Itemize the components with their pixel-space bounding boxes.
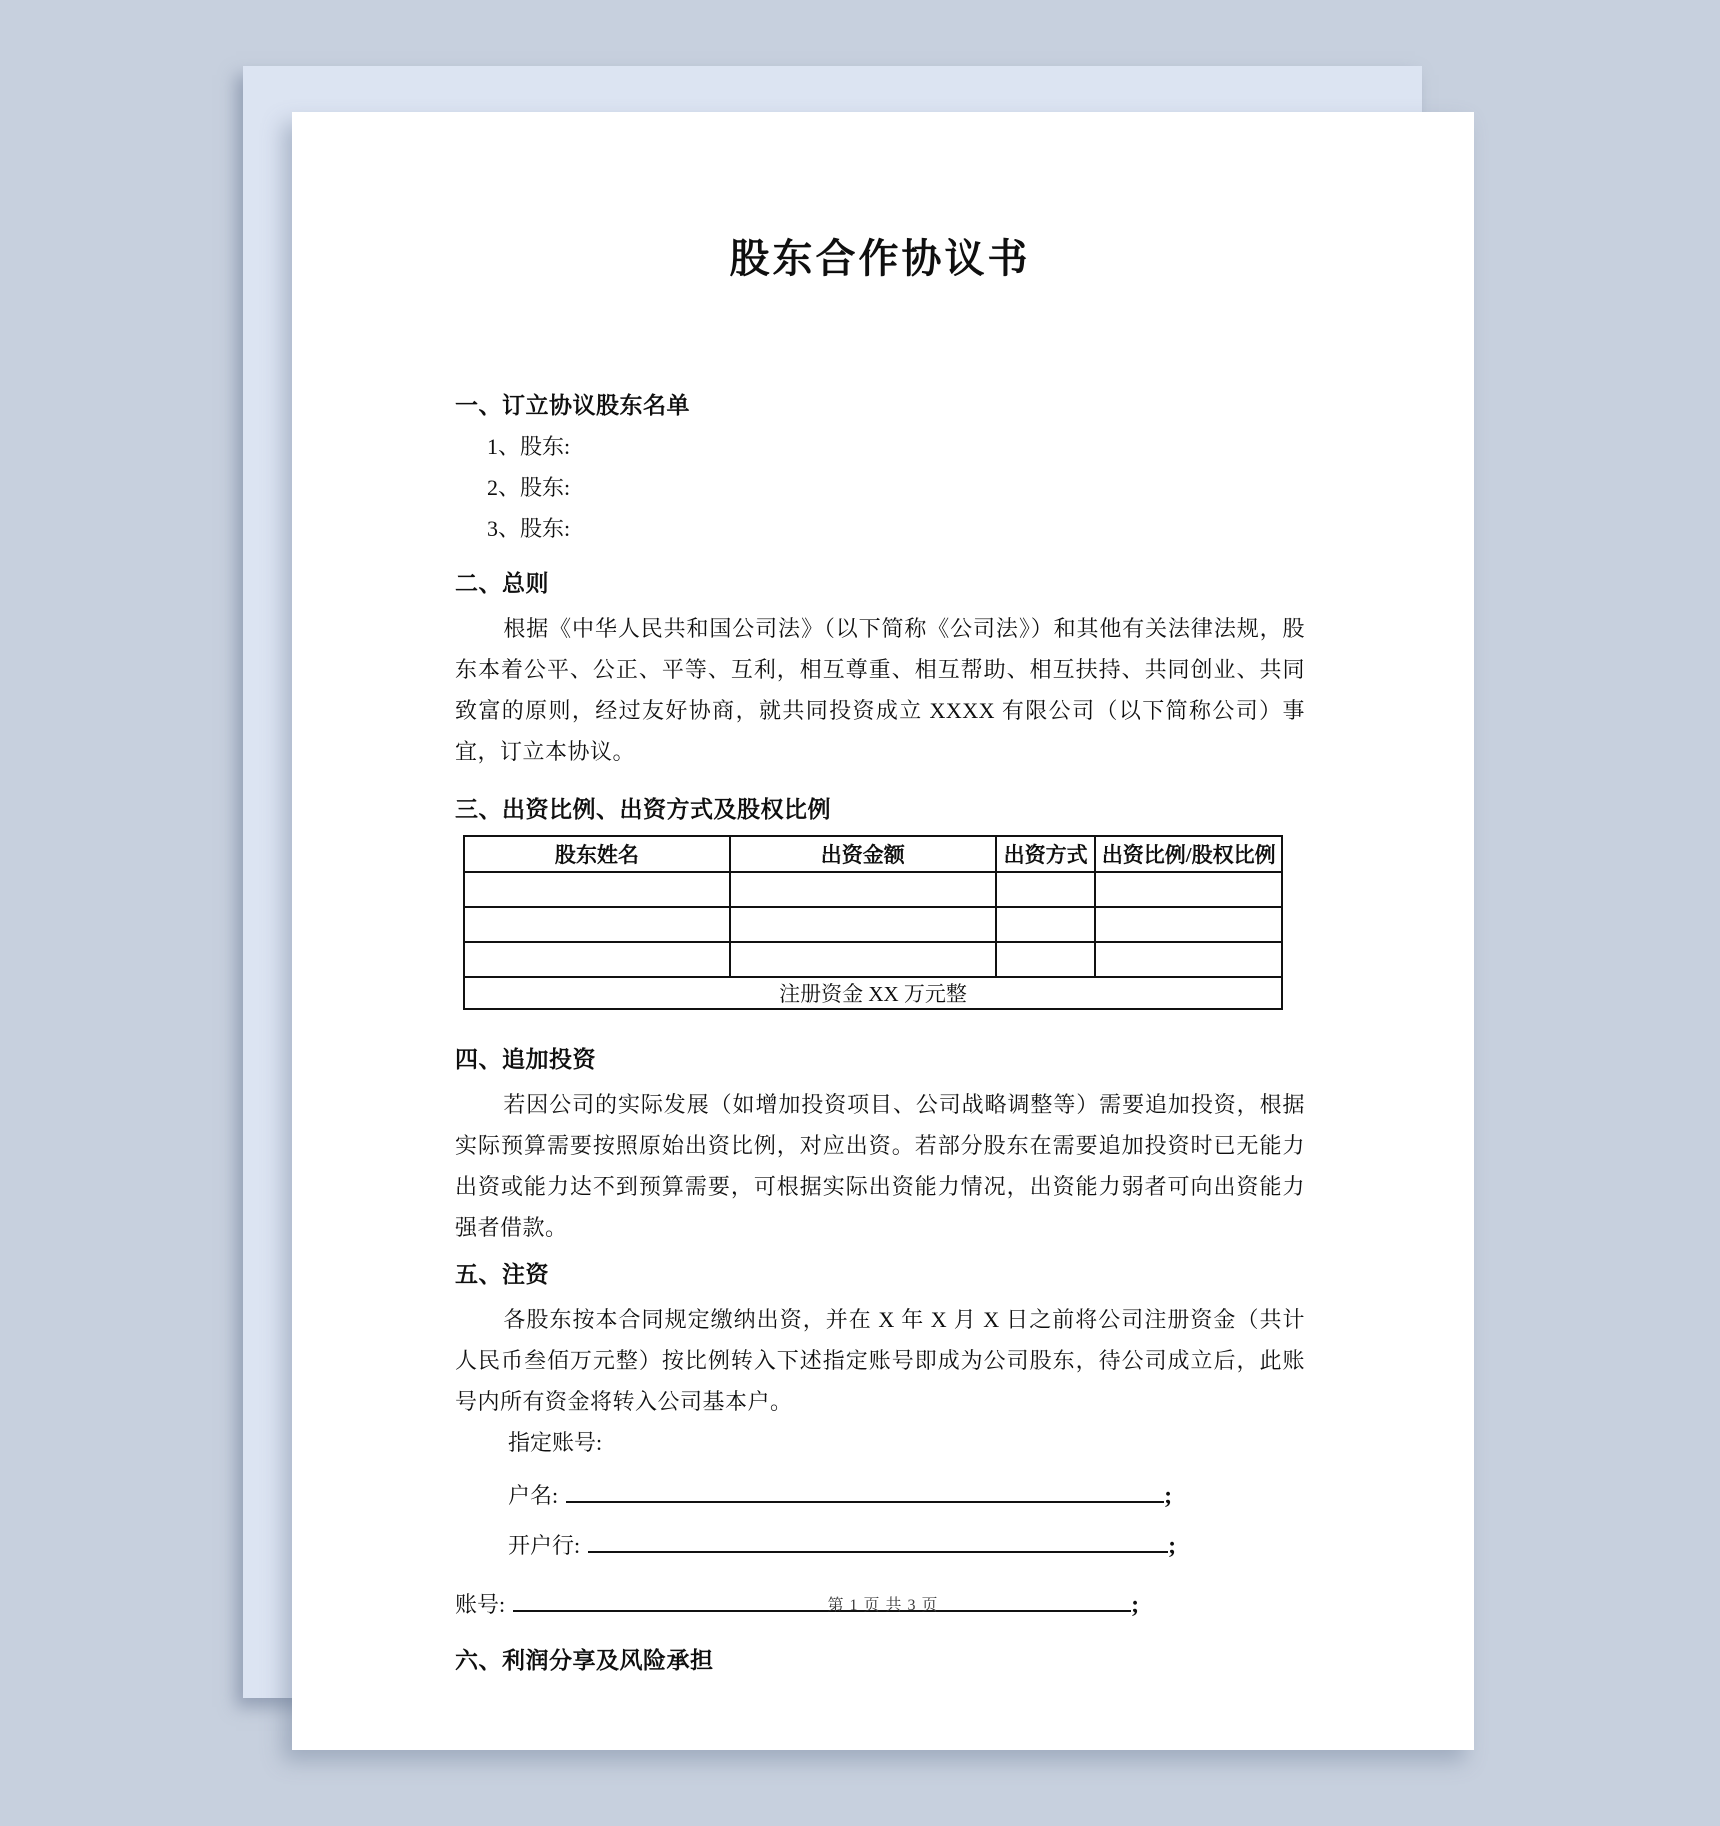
section-4-heading: 四、追加投资: [455, 1047, 596, 1072]
bank-branch-row: [455, 1521, 1305, 1567]
section-3-heading: 三、出资比例、出资方式及股权比例: [455, 797, 831, 822]
account-number-label: 账号:: [455, 1592, 506, 1617]
table-cell: [1095, 942, 1282, 977]
table-header-row: [464, 836, 1282, 872]
col-header-equity-ratio: 出资比例/股权比例: [1095, 836, 1282, 872]
section-4-paragraph: 若因公司的实际发展（如增加投资项目、公司战略调整等）需要追加投资，根据实际预算需要按照原始出资比例，对应出资。若部分股东在需要追加投资时已无能力出资或能力达不到预算需要，可根据实际出资能力情况，出资能力弱者可向出资能力强者借款。: [455, 1092, 1305, 1240]
table-cell: [996, 942, 1096, 977]
col-header-shareholder-name: 股东姓名: [464, 836, 730, 872]
col-header-contribution-amount: 出资金额: [730, 836, 996, 872]
section-5-heading: 五、注资: [455, 1262, 549, 1287]
table-cell: [464, 872, 730, 907]
semicolon: ;: [1164, 1483, 1173, 1509]
bank-branch-label: 开户行:: [508, 1533, 581, 1558]
table-cell: [464, 907, 730, 942]
shareholder-item-3: 3、股东:: [487, 516, 571, 541]
section-2-paragraph: 根据《中华人民共和国公司法》（以下简称《公司法》）和其他有关法律法规，股东本着公平、公正、平等、互利，相互尊重、相互帮助、相互扶持、共同创业、共同致富的原则，经过友好协商，就共同投资成立 XXXX 有限公司（以下简称公司）事宜，订立本协议。: [455, 616, 1305, 764]
table-cell: [730, 872, 996, 907]
table-cell: [464, 942, 730, 977]
table-row: [464, 872, 1282, 907]
table-footer-row: [464, 977, 1282, 1009]
account-holder-label: 户名:: [508, 1483, 559, 1508]
table-cell: [996, 907, 1096, 942]
section-6-heading: 六、利润分享及风险承担: [455, 1648, 714, 1673]
document-content: [455, 112, 1305, 1750]
capital-contribution-table: [463, 835, 1283, 1010]
section-5-paragraph: 各股东按本合同规定缴纳出资，并在 X 年 X 月 X 日之前将公司注册资金（共计人民币叁佰万元整）按比例转入下述指定账号即成为公司股东，待公司成立后，此账号内所有资金将转入公司基本户。: [455, 1307, 1305, 1414]
semicolon: ;: [1168, 1533, 1177, 1559]
table-cell: [730, 942, 996, 977]
registered-capital-cell: 注册资金 XX 万元整: [464, 977, 1282, 1009]
table-row: [464, 907, 1282, 942]
table-cell: [730, 907, 996, 942]
shareholder-item-1: 1、股东:: [487, 434, 571, 459]
table-row: [464, 942, 1282, 977]
table-cell: [1095, 907, 1282, 942]
col-header-contribution-method: 出资方式: [996, 836, 1096, 872]
semicolon: ;: [1131, 1592, 1140, 1618]
section-2-heading: 二、总则: [455, 571, 549, 596]
designated-account-label: 指定账号:: [508, 1430, 603, 1455]
account-holder-row: [455, 1471, 1305, 1517]
document-page: [292, 112, 1474, 1750]
table-cell: [1095, 872, 1282, 907]
table-cell: [996, 872, 1096, 907]
section-1-heading: 一、订立协议股东名单: [455, 393, 690, 418]
document-title: 股东合作协议书: [729, 236, 1031, 281]
account-holder-blank-line: [566, 1471, 1164, 1503]
shareholder-item-2: 2、股东:: [487, 475, 571, 500]
bank-branch-blank-line: [588, 1521, 1168, 1553]
page-number-footer: 第 1 页 共 3 页: [827, 1597, 939, 1614]
